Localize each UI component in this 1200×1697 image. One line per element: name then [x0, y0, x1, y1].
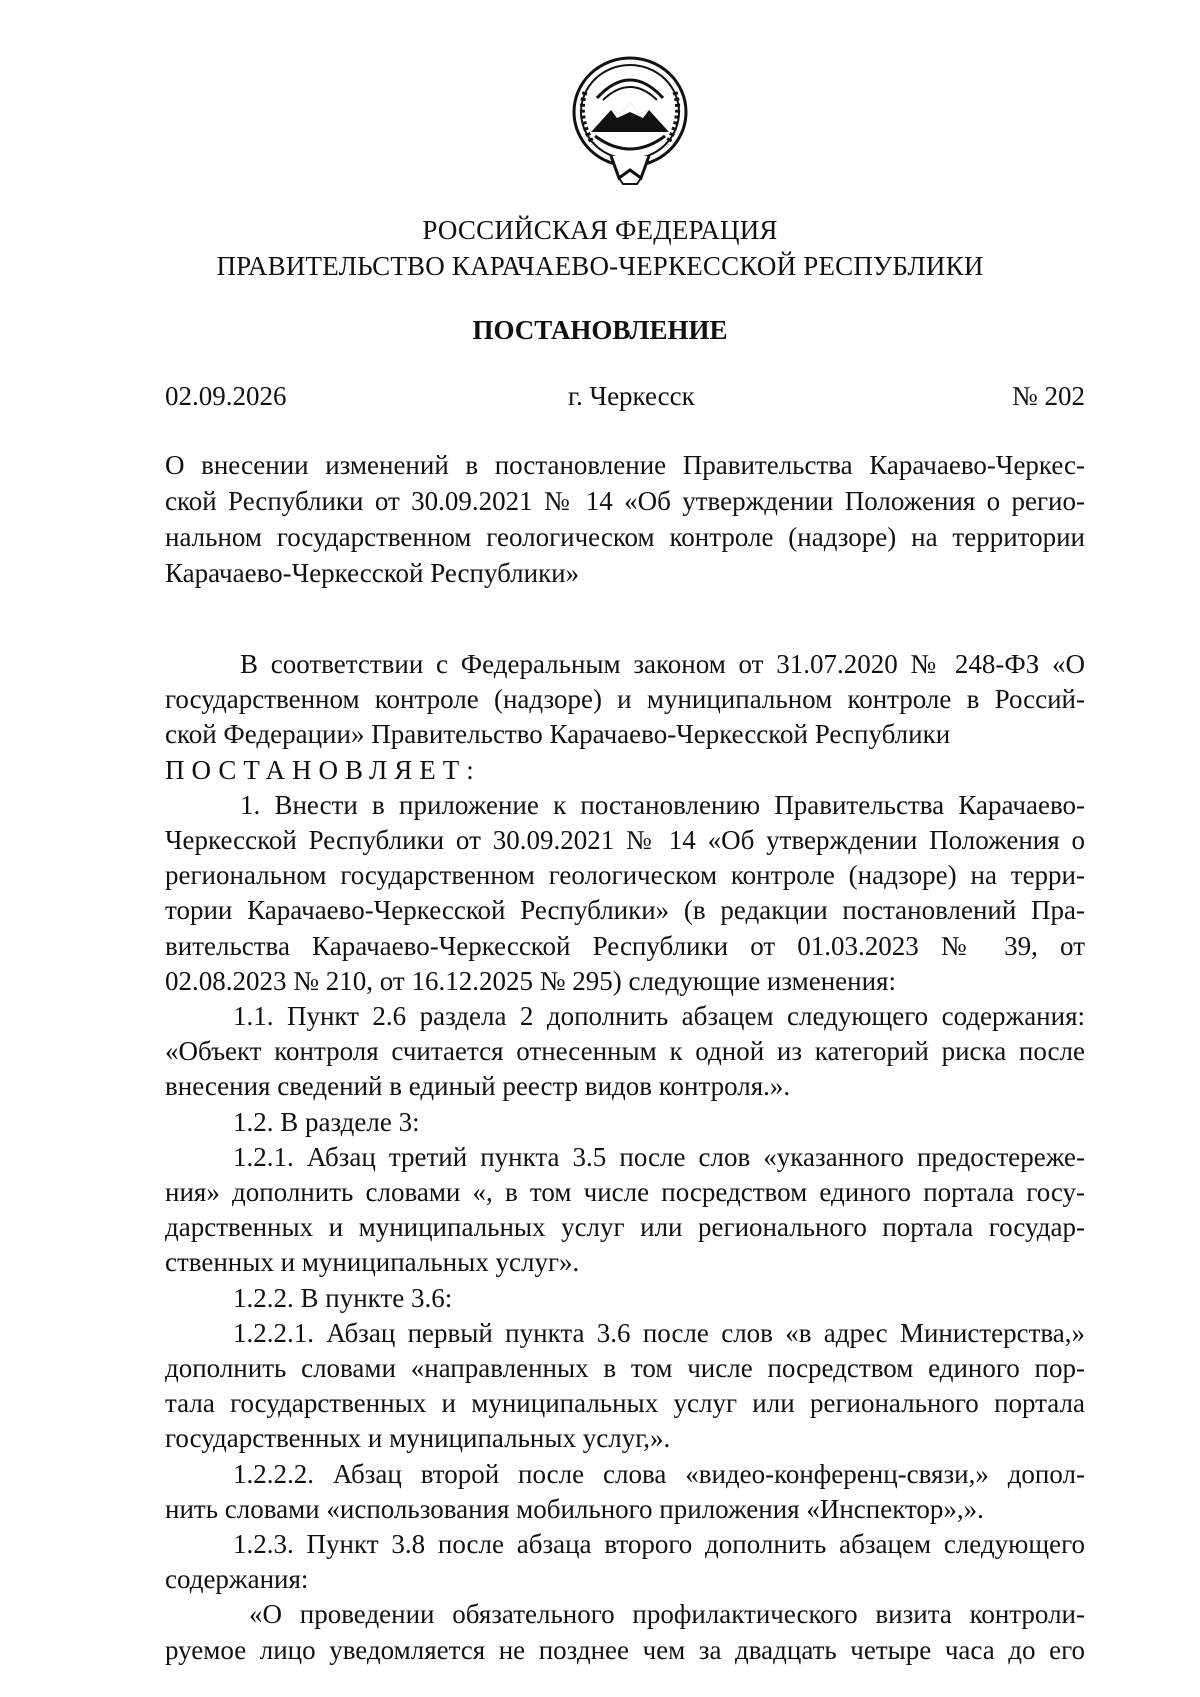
- body-line: Черкесской Республики от 30.09.2021 № 14 «Об утверждении Положения о: [165, 825, 1085, 856]
- body-line: дополнить словами «направленных в том числе посредством единого пор-: [165, 1353, 1085, 1384]
- document-body: [165, 647, 1085, 1668]
- body-line: 1.2.2. В пункте 3.6:: [233, 1282, 453, 1313]
- body-line: руемое лицо уведомляется не позднее чем за двадцать четыре часа до его: [165, 1634, 1085, 1665]
- body-line: 1.2.2.1. Абзац первый пункта 3.6 после слов «в адрес Министерства,»: [233, 1317, 1085, 1348]
- body-line: ПОСТАНОВЛЯЕТ:: [165, 754, 481, 785]
- body-line: «О проведении обязательного профилактического визита контроли-: [249, 1599, 1085, 1630]
- body-line: дарственных и муниципальных услуг или регионального портала государ-: [165, 1212, 1085, 1243]
- body-line: 1.2.1. Абзац третий пункта 3.5 после слов «указанного предостереже-: [233, 1141, 1085, 1172]
- body-line: «Объект контроля считается отнесенным к одной из категорий риска после: [165, 1036, 1085, 1067]
- body-line: тала государственных и муниципальных услуг или регионального портала: [165, 1388, 1085, 1419]
- subject-line: нальном государственном геологическом контроле (надзоре) на территории: [165, 522, 1085, 552]
- coat-of-arms-icon: [567, 52, 693, 189]
- body-line: ской Федерации» Правительство Карачаево-Черкесской Республики: [165, 719, 951, 750]
- body-line: 1.2.3. Пункт 3.8 после абзаца второго дополнить абзацем следующего: [233, 1529, 1085, 1560]
- body-line: 1. Внести в приложение к постановлению Правительства Карачаево-: [240, 789, 1085, 820]
- body-line: ния» дополнить словами «, в том числе посредством единого портала госу-: [165, 1177, 1085, 1208]
- body-line: 1.1. Пункт 2.6 раздела 2 дополнить абзацем следующего содержания:: [233, 1001, 1085, 1032]
- subject-line: О внесении изменений в постановление Правительства Карачаево-Черкес-: [165, 450, 1085, 480]
- body-line: 1.2. В разделе 3:: [233, 1106, 420, 1137]
- body-line: государственном контроле (надзоре) и муниципальном контроле в Россий-: [165, 684, 1085, 715]
- document-subject: [165, 447, 1085, 591]
- body-line: ственных и муниципальных услуг».: [165, 1247, 580, 1278]
- government-name: ПРАВИТЕЛЬСТВО КАРАЧАЕВО-ЧЕРКЕССКОЙ РЕСПУБЛИКИ: [216, 251, 984, 281]
- document-number: № 202: [1011, 381, 1085, 411]
- subject-line: Карачаево-Черкесской Республики»: [165, 558, 580, 588]
- country-name: РОССИЙСКАЯ ФЕДЕРАЦИЯ: [422, 215, 778, 245]
- subject-line: ской Республики от 30.09.2021 № 14 «Об утверждении Положения о регио-: [165, 486, 1085, 516]
- document-city: г. Черкесск: [568, 381, 695, 411]
- body-line: нить словами «использования мобильного приложения «Инспектор»,».: [165, 1493, 984, 1524]
- body-line: 1.2.2.2. Абзац второй после слова «видео-конференц-связи,» допол-: [233, 1458, 1085, 1489]
- document-type: ПОСТАНОВЛЕНИЕ: [472, 315, 728, 345]
- document-header: [0, 212, 1200, 284]
- document-date: 02.09.2026: [165, 381, 287, 411]
- body-line: 02.08.2023 № 210, от 16.12.2025 № 295) следующие изменения:: [165, 965, 896, 996]
- body-line: содержания:: [165, 1564, 309, 1595]
- document-meta: [165, 378, 1085, 414]
- body-line: В соответствии с Федеральным законом от 31.07.2020 № 248-ФЗ «О: [240, 649, 1085, 679]
- body-line: региональном государственном геологическом контроле (надзоре) на терри-: [165, 860, 1085, 891]
- body-line: тории Карачаево-Черкесской Республики» (в редакции постановлений Пра-: [165, 895, 1085, 926]
- body-line: внесения сведений в единый реестр видов контроля.».: [165, 1071, 791, 1102]
- body-line: государственных и муниципальных услуг,».: [165, 1423, 671, 1454]
- body-line: вительства Карачаево-Черкесской Республики от 01.03.2023 № 39, от: [165, 930, 1085, 961]
